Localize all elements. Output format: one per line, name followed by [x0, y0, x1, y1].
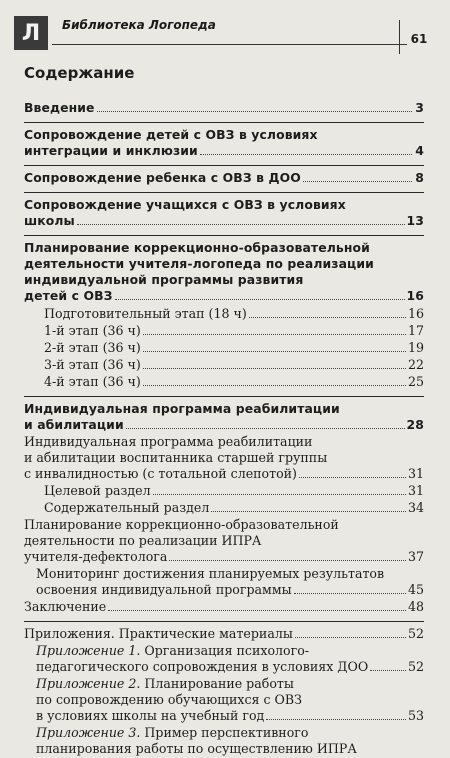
dot-leader	[370, 670, 406, 671]
toc-entry-text: с инвалидностью (с тотальной слепотой)	[24, 466, 297, 481]
toc-entry-text: Содержательный раздел	[44, 500, 210, 515]
toc-entry-text: интеграции и инклюзии	[24, 143, 198, 158]
toc-entry[interactable]	[24, 676, 424, 724]
toc-entry[interactable]	[24, 725, 424, 757]
section-rule	[24, 621, 424, 622]
dot-leader	[249, 317, 406, 318]
toc-page-number: 31	[407, 466, 424, 481]
toc-entry-text: учителя-дефектолога	[24, 549, 168, 564]
toc-entry-text: Индивидуальная программа реабилитации	[24, 434, 313, 449]
dot-leader	[143, 351, 406, 352]
toc-page-number: 52	[407, 659, 424, 674]
toc-page-number: 13	[406, 213, 424, 228]
library-logo-icon: Л	[14, 16, 48, 50]
toc-page-number: 48	[407, 599, 424, 614]
dot-leader	[211, 511, 406, 512]
toc-entry-text: и абилитации	[24, 417, 124, 432]
dot-leader	[143, 385, 406, 386]
toc-entry[interactable]	[24, 643, 424, 675]
toc-entry-text: деятельности учителя-логопеда по реализации	[24, 256, 374, 271]
toc-page-number: 52	[407, 626, 424, 641]
toc-entry[interactable]	[24, 599, 424, 615]
section-rule	[24, 235, 424, 236]
dot-leader	[295, 637, 406, 638]
toc-entry-text: индивидуальной программы развития	[24, 272, 304, 287]
toc-entry[interactable]	[24, 626, 424, 642]
toc-entry-text: Введение	[24, 100, 95, 115]
toc-entry[interactable]	[24, 340, 424, 356]
toc-entry[interactable]	[24, 401, 424, 433]
toc-entry-text: Сопровождение учащихся с ОВЗ в условиях	[24, 197, 346, 212]
toc-entry-text: Подготовительный этап (18 ч)	[44, 306, 247, 321]
dot-leader	[266, 719, 406, 720]
toc-entry[interactable]	[24, 374, 424, 390]
dot-leader	[143, 368, 406, 369]
dot-leader	[153, 494, 406, 495]
toc-entry-text: Планирование коррекционно-образовательной	[24, 240, 370, 255]
toc-entry[interactable]	[24, 566, 424, 598]
toc-page-number: 34	[407, 500, 424, 515]
dot-leader	[299, 477, 406, 478]
toc-entry-text: и абилитации воспитанника старшей группы	[24, 450, 328, 465]
section-rule	[24, 165, 424, 166]
toc-page-number: 4	[415, 143, 424, 158]
toc-entry-text: 2-й этап (36 ч)	[44, 340, 141, 355]
page-number: 61	[410, 32, 428, 46]
toc-page-number: 25	[407, 374, 424, 389]
toc-page-number: 53	[407, 708, 424, 723]
toc-page-number: 16	[406, 288, 424, 303]
toc-page-number: 37	[407, 549, 424, 564]
dot-leader	[143, 334, 406, 335]
toc-entry-text: планирования работы по осуществлению ИПРА	[36, 741, 357, 756]
toc-entry-text: Целевой раздел	[44, 483, 151, 498]
section-rule	[24, 396, 424, 397]
dot-leader	[77, 224, 405, 225]
toc-page-number: 17	[407, 323, 424, 338]
toc-entry-text: Индивидуальная программа реабилитации	[24, 401, 340, 416]
toc-entry-text: 1-й этап (36 ч)	[44, 323, 141, 338]
dot-leader	[303, 181, 412, 182]
toc-entry-text: Мониторинг достижения планируемых результатов	[36, 566, 385, 581]
toc-entry[interactable]	[24, 170, 424, 186]
page-number-box	[399, 20, 438, 54]
dot-leader	[115, 299, 405, 300]
toc-entry-text: Пример перспективного	[144, 725, 309, 740]
toc-entry-text: Сопровождение детей с ОВЗ в условиях	[24, 127, 318, 142]
dot-leader	[200, 154, 412, 155]
toc-entry-text: Планирование коррекционно-образовательной	[24, 517, 339, 532]
dot-leader	[126, 428, 405, 429]
toc-entry[interactable]	[24, 323, 424, 339]
toc-entry-text: Планирование работы	[144, 676, 294, 691]
table-of-contents	[24, 100, 424, 758]
appendix-label: Приложение 2.	[36, 676, 141, 691]
toc-page-number: 31	[407, 483, 424, 498]
toc-entry-text: Сопровождение ребенка с ОВЗ в ДОО	[24, 170, 301, 185]
section-rule	[24, 192, 424, 193]
section-rule	[24, 122, 424, 123]
toc-page-number: 16	[407, 306, 424, 321]
toc-entry-text: Заключение	[24, 599, 107, 614]
toc-entry[interactable]	[24, 483, 424, 499]
toc-page-number: 22	[407, 357, 424, 372]
toc-entry[interactable]	[24, 434, 424, 482]
toc-entry[interactable]	[24, 197, 424, 229]
toc-entry[interactable]	[24, 240, 424, 304]
toc-page-number: 3	[415, 100, 424, 115]
toc-entry[interactable]	[24, 100, 424, 116]
dot-leader	[108, 610, 406, 611]
dot-leader	[294, 593, 406, 594]
contents-title: Содержание	[24, 64, 135, 82]
appendix-label: Приложение 1.	[36, 643, 141, 658]
toc-entry-text: 3-й этап (36 ч)	[44, 357, 141, 372]
toc-entry-text: 4-й этап (36 ч)	[44, 374, 141, 389]
toc-entry-text: освоения индивидуальной программы	[36, 582, 292, 597]
toc-entry-text: Приложения. Практические материалы	[24, 626, 293, 641]
toc-page-number: 28	[406, 417, 424, 432]
toc-page-number: 8	[415, 170, 424, 185]
toc-entry[interactable]	[24, 306, 424, 322]
toc-entry-text: деятельности по реализации ИПРА	[24, 533, 262, 548]
header-title: Библиотека Логопеда	[62, 18, 216, 32]
toc-entry[interactable]	[24, 357, 424, 373]
toc-entry-text: по сопровождению обучающихся с ОВЗ	[36, 692, 302, 707]
appendix-label: Приложение 3.	[36, 725, 141, 740]
page-header	[12, 14, 440, 46]
toc-page-number: 19	[407, 340, 424, 355]
toc-entry-text: Организация психолого-	[144, 643, 310, 658]
toc-entry[interactable]	[24, 517, 424, 565]
toc-entry-text: детей с ОВЗ	[24, 288, 113, 303]
toc-entry-text: педагогического сопровождения в условиях ДОО	[36, 659, 369, 674]
toc-entry[interactable]	[24, 500, 424, 516]
dot-leader	[97, 111, 412, 112]
toc-page-number: 45	[407, 582, 424, 597]
toc-entry-text: школы	[24, 213, 75, 228]
toc-entry[interactable]	[24, 127, 424, 159]
header-rule	[52, 44, 407, 45]
toc-entry-text: в условиях школы на учебный год	[36, 708, 265, 723]
dot-leader	[169, 560, 406, 561]
